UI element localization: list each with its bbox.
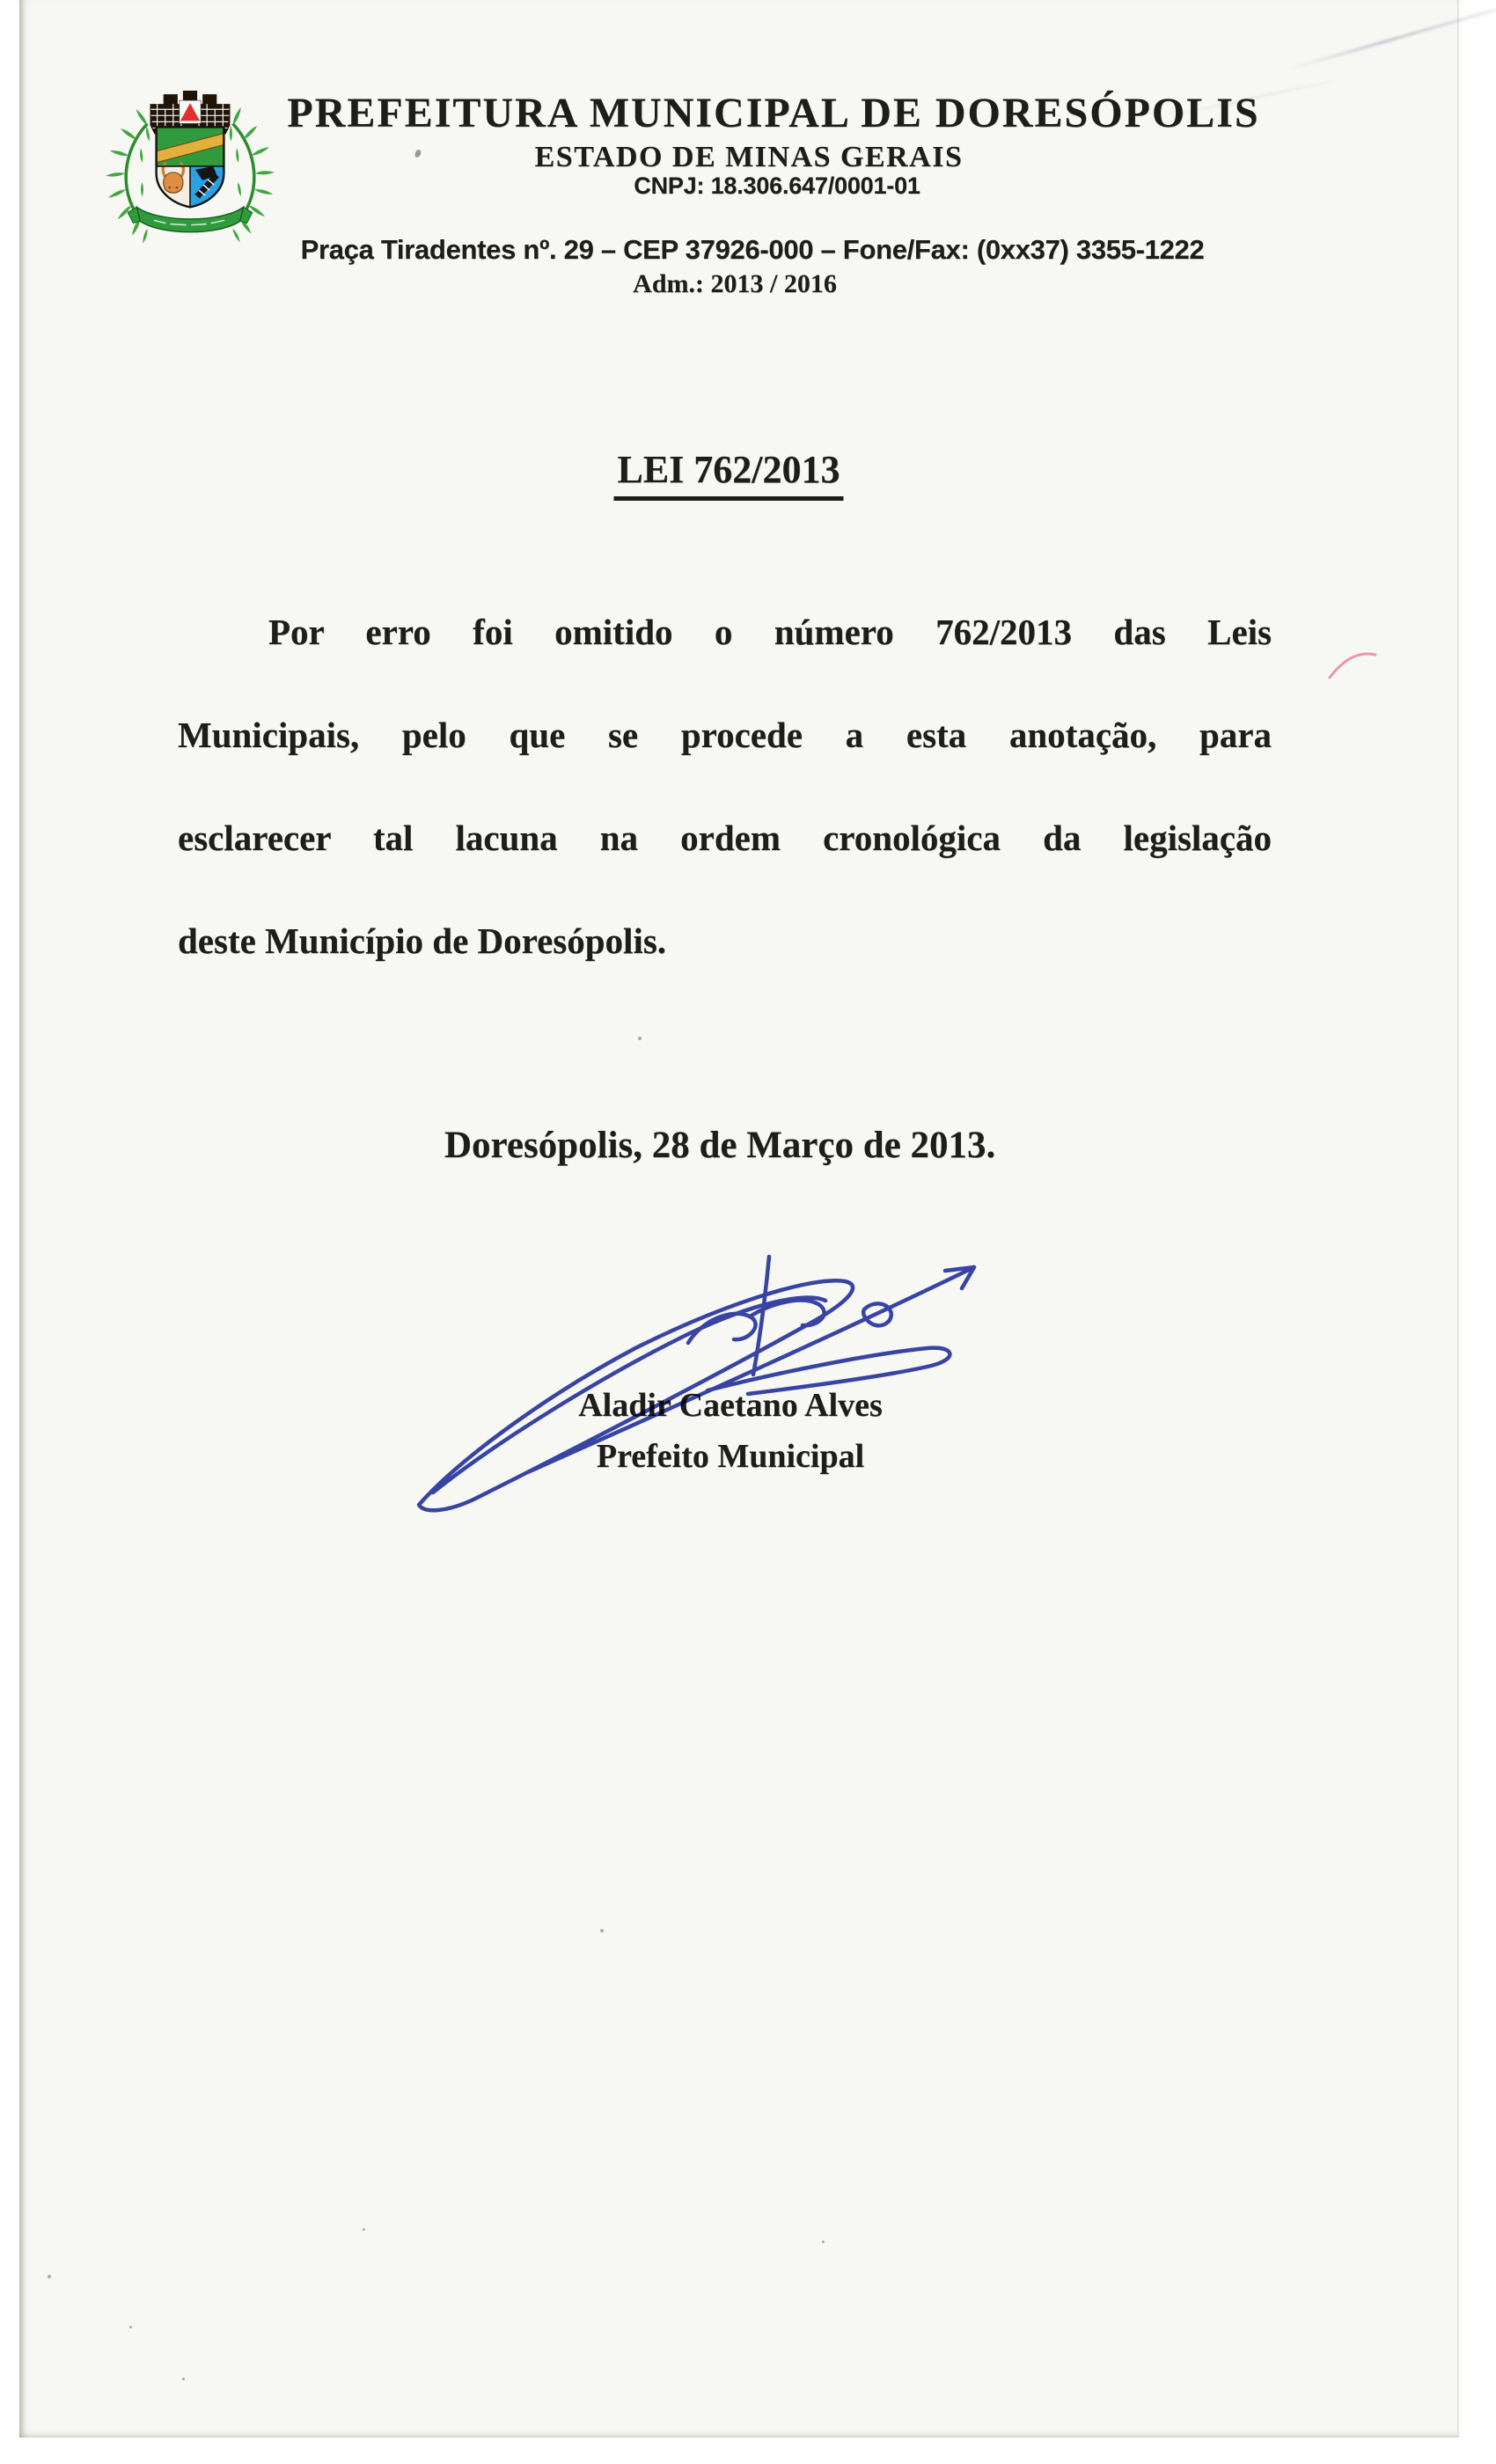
cnpj-line: CNPJ: 18.306.647/0001-01 xyxy=(634,172,920,199)
scan-speck xyxy=(363,2228,365,2231)
paragraph-line: deste Município de Doresópolis. xyxy=(178,920,667,961)
ribbon-icon xyxy=(128,207,252,231)
shield-icon xyxy=(157,127,224,207)
paragraph-line: esclarecer tal lacuna na ordem cronológica da legislação xyxy=(178,818,1272,858)
scan-speck xyxy=(822,2240,825,2243)
signer-name: Aladir Caetano Alves xyxy=(578,1387,883,1424)
place-date-line: Doresópolis, 28 de Março de 2013. xyxy=(444,1125,996,1166)
signature-stroke xyxy=(753,1257,769,1375)
signature-inner-loop xyxy=(433,1298,825,1492)
paragraph-line: Por erro foi omitido o número 762/2013 das Leis xyxy=(268,612,1272,652)
paragraph-line: Municipais, pelo que se procede a esta anotação, para xyxy=(178,715,1272,755)
signature-loop xyxy=(419,1280,853,1510)
scan-speck xyxy=(48,2275,51,2278)
handwritten-signature xyxy=(398,1232,1014,1522)
paper-sheet xyxy=(19,0,1459,2438)
address-line: Praça Tiradentes nº. 29 – CEP 37926-000 – Fone/Fax: (0xx37) 3355-1222 xyxy=(300,234,1205,265)
administration-line: Adm.: 2013 / 2016 xyxy=(633,269,837,298)
org-name: PREFEITURA MUNICIPAL DE DORESÓPOLIS xyxy=(287,90,1260,136)
signature-underline xyxy=(708,1348,950,1394)
municipal-coat-of-arms xyxy=(101,88,279,266)
scan-speck xyxy=(414,149,422,158)
scan-speck xyxy=(600,1929,604,1932)
scan-crease xyxy=(1288,7,1496,71)
scan-speck xyxy=(129,2326,132,2328)
scan-speck xyxy=(638,1037,642,1040)
signer-role: Prefeito Municipal xyxy=(596,1438,865,1475)
red-pen-mark xyxy=(1324,642,1381,685)
state-line: ESTADO DE MINAS GERAIS xyxy=(534,141,964,173)
scan-speck xyxy=(182,2378,185,2380)
law-title: LEI 762/2013 xyxy=(613,448,843,501)
